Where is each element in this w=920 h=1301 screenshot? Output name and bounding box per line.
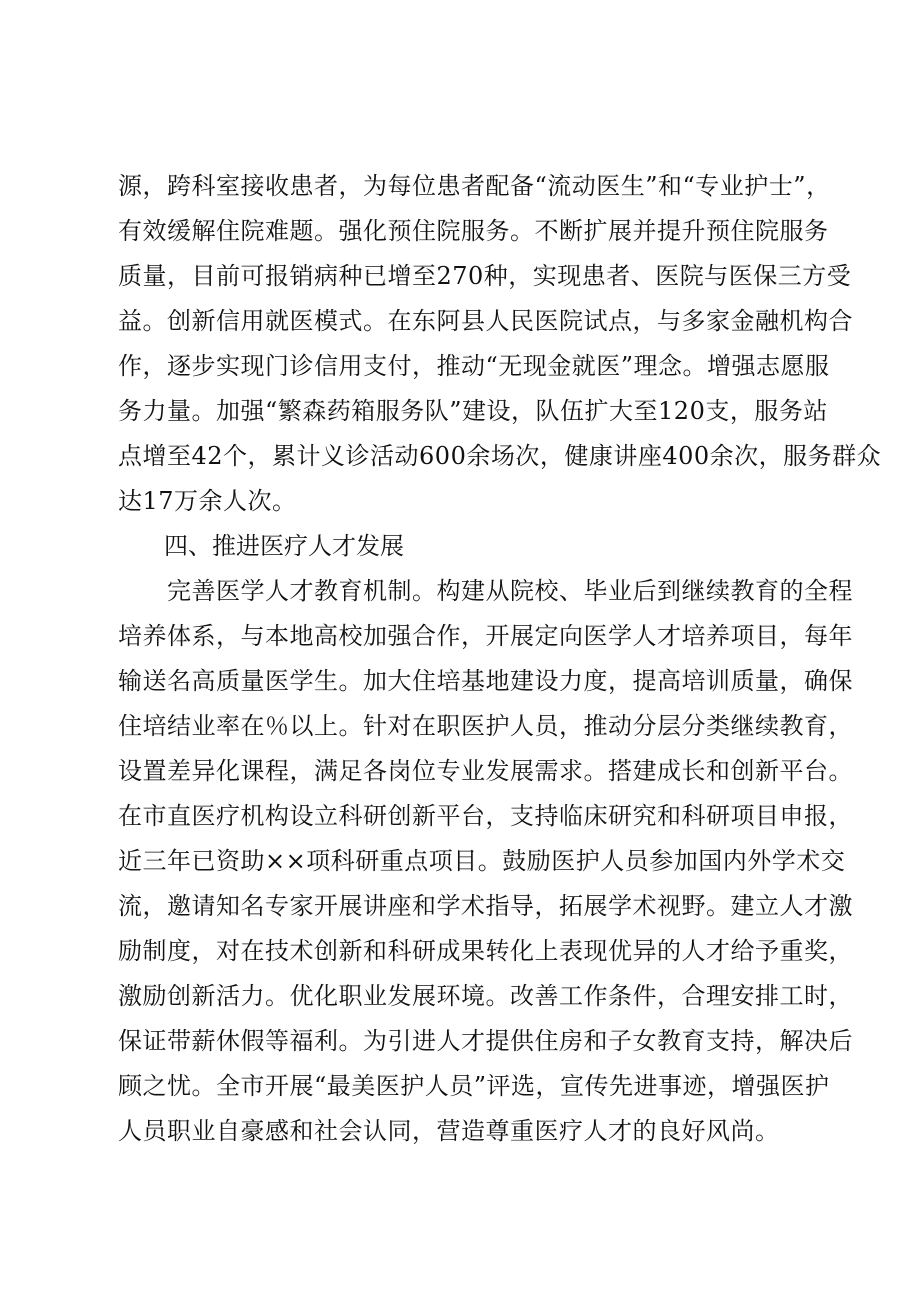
paragraph-2-line-10: 激励创新活力。优化职业发展环境。改善工作条件，合理安排工时， xyxy=(118,982,853,1010)
paragraph-2-line-8: 流，邀请知名专家开展讲座和学术指导，拓展学术视野。建立人才激 xyxy=(118,892,853,920)
paragraph-1-line-8: 达17万余人次。 xyxy=(118,487,297,515)
paragraph-2-line-9: 励制度，对在技术创新和科研成果转化上表现优异的人才给予重奖， xyxy=(118,937,853,965)
paragraph-1-line-4: 益。创新信用就医模式。在东阿县人民医院试点，与多家金融机构合 xyxy=(118,307,853,335)
paragraph-2-line-3: 输送名高质量医学生。加大住培基地建设力度，提高培训质量，确保 xyxy=(118,667,853,695)
paragraph-2-line-12: 顾之忧。全市开展“最美医护人员”评选，宣传先进事迹，增强医护 xyxy=(118,1072,830,1100)
paragraph-2-line-7: 近三年已资助××项科研重点项目。鼓励医护人员参加国内外学术交 xyxy=(118,847,846,875)
section-heading: 四、推进医疗人才发展 xyxy=(164,532,404,560)
paragraph-2-line-5: 设置差异化课程，满足各岗位专业发展需求。搭建成长和创新平台。 xyxy=(118,757,853,785)
paragraph-2-line-1: 完善医学人才教育机制。构建从院校、毕业后到继续教育的全程 xyxy=(118,577,853,605)
paragraph-1-line-6: 务力量。加强“繁森药箱服务队”建设，队伍扩大至120支，服务站 xyxy=(118,397,828,425)
paragraph-2-line-2: 培养体系，与本地高校加强合作，开展定向医学人才培养项目，每年 xyxy=(118,622,853,650)
paragraph-1-line-1: 源，跨科室接收患者，为每位患者配备“流动医生”和“专业护士”， xyxy=(118,172,831,200)
paragraph-2-line-6: 在市直医疗机构设立科研创新平台，支持临床研究和科研项目申报， xyxy=(118,802,853,830)
paragraph-1-line-7: 点增至42个，累计义诊活动600余场次，健康讲座400余次，服务群众 xyxy=(118,442,882,470)
paragraph-2-line-11: 保证带薪休假等福利。为引进人才提供住房和子女教育支持，解决后 xyxy=(118,1027,853,1055)
paragraph-1-line-2: 有效缓解住院难题。强化预住院服务。不断扩展并提升预住院服务 xyxy=(118,217,829,245)
paragraph-1-line-5: 作，逐步实现门诊信用支付，推动“无现金就医”理念。增强志愿服 xyxy=(118,352,830,380)
paragraph-2-line-13: 人员职业自豪感和社会认同，营造尊重医疗人才的良好风尚。 xyxy=(118,1117,780,1145)
paragraph-2-line-4: 住培结业率在％以上。针对在职医护人员，推动分层分类继续教育， xyxy=(118,712,853,740)
paragraph-1-line-3: 质量，目前可报销病种已增至270种，实现患者、医院与医保三方受 xyxy=(118,262,852,290)
